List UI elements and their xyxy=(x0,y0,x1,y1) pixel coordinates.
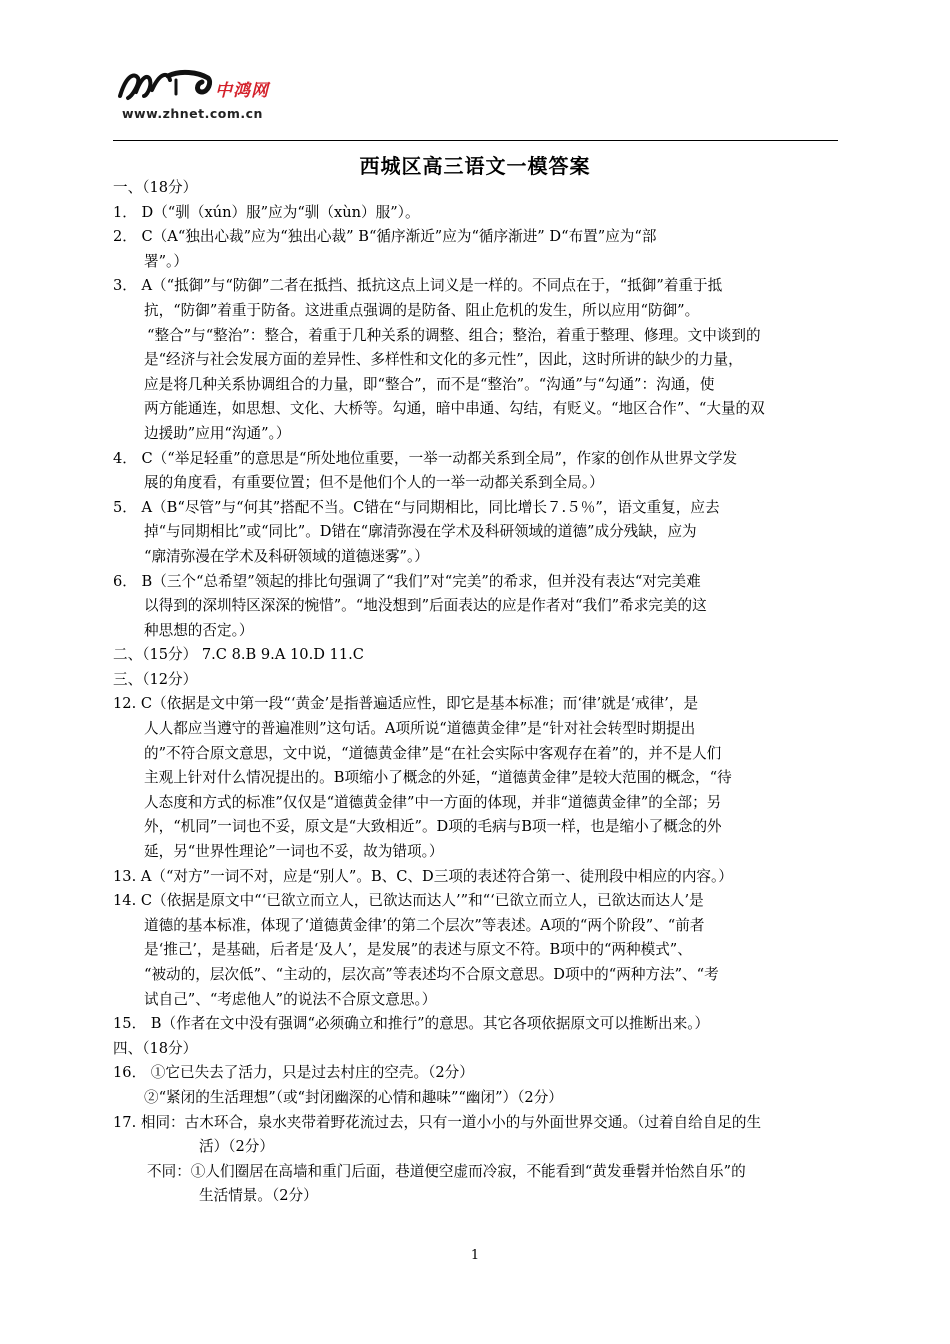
page-number: 1 xyxy=(470,1248,480,1263)
answer-line: 4． C（“举足轻重”的意思是“所处地位重要，一举一动都关系到全局”，作家的创作从世界文学发 xyxy=(113,449,738,467)
answer-line: 13. A（“对方”一词不对，应是“别人”。B、C、D三项的表述符合第一、徒刑段中相应的内容。） xyxy=(113,867,733,885)
answer-line: 12. C（依据是文中第一段“‘黄金’是指普遍适应性，即它是基本标准；而‘律’就是‘戒律’，是 xyxy=(113,695,699,713)
page-title: 西城区高三语文一模答案 xyxy=(359,154,591,178)
answer-line: “廓清弥漫在学术及科研领域的道德迷雾”。） xyxy=(144,547,429,565)
answer-line: 应是将几种关系协调组合的力量，即“整合”，而不是“整治”。“沟通”与“勾通”：沟通，使 xyxy=(144,375,715,393)
answer-line: 道德的基本标准，体现了‘道德黄金律’的第二个层次”等表述。A项的“两个阶段”、“前者 xyxy=(144,916,705,934)
answer-line: 是“经济与社会发展方面的差异性、多样性和文化的多元性”，因此，这时所讲的缺少的力量， xyxy=(144,351,743,369)
section-heading: 三、（12分） xyxy=(113,670,198,688)
answer-content xyxy=(113,176,841,1209)
answer-line: 15． B（作者在文中没有强调“必须确立和推行”的意思。其它各项依据原文可以推断出来。） xyxy=(113,1015,710,1033)
answer-line: 署”。） xyxy=(144,252,188,270)
answer-line: 延，另“世界性理论”一词也不妥，故为错项。） xyxy=(144,843,444,861)
logo-brand-text: 中鸿网 xyxy=(215,81,269,101)
section-heading: 一、（18分） xyxy=(113,179,198,196)
answer-line: 2． C（A“独出心裁”应为“独出心裁” B“循序渐近”应为“循序渐进” D“布置”应为“部 xyxy=(113,228,657,246)
answer-line: “被动的，层次低”、“主动的，层次高”等表述均不合原文意思。D项中的“两种方法”、“考 xyxy=(144,966,719,983)
site-logo xyxy=(116,66,296,128)
logo-url: www.zhnet.com.cn xyxy=(122,106,263,121)
answer-line: 以得到的深圳特区深深的惋惜”。“地没想到”后面表达的应是作者对“我们”希求完美的这 xyxy=(144,597,707,615)
answer-line: ②“紧闭的生活理想”（或“封闭幽深的心情和趣味”“幽闭”）（2分） xyxy=(144,1088,563,1106)
answer-line: 1． D（“驯（xún）服”应为“驯（xùn）服”）。 xyxy=(113,203,420,221)
answer-line: 人人都应当遵守的普遍准则”这句话。A项所说“道德黄金律”是“针对社会转型时期提出 xyxy=(144,720,696,738)
answer-line: 主观上针对什么情况提出的。B项缩小了概念的外延，“道德黄金律”是较大范围的概念，“待 xyxy=(144,769,732,787)
brush-logo-icon xyxy=(116,66,216,106)
answer-line: 不同：①人们圈居在高墙和重门后面，巷道便空虚而冷寂，不能看到“黄发垂髫并怡然自乐”的 xyxy=(147,1162,746,1180)
answer-line: 的”不符合原文意思，文中说，“道德黄金律”是“在社会实际中客观存在着”的，并不是人们 xyxy=(144,744,722,762)
answer-line: 边援助”应用“沟通”。） xyxy=(144,424,291,442)
answer-line: 外，“机同”一词也不妥，原文是“大致相近”。D项的毛病与B项一样，也是缩小了概念的外 xyxy=(144,818,722,836)
answer-line: 5． A（B“尽管”与“何其”搭配不当。C错在“与同期相比，同比增长７.５％”，语文重复，应去 xyxy=(113,498,720,516)
answer-line: 两方能通连，如思想、文化、大桥等。勾通，暗中串通、勾结，有贬义。“地区合作”、“大量的双 xyxy=(144,400,765,418)
answer-line: 14. C（依据是原文中“‘已欲立而立人，已欲达而达人’”和“‘已欲立而立人，已欲达而达人’是 xyxy=(113,892,704,910)
answer-line: “整合”与“整治”：整合，着重于几种关系的调整、组合；整治，着重于整理、修理。文中谈到的 xyxy=(147,326,761,344)
section-heading: 四、（18分） xyxy=(113,1039,198,1057)
answer-line: 人态度和方式的标准”仅仅是“道德黄金律”中一方面的体现，并非“道德黄金律”的全部；另 xyxy=(144,793,722,811)
header-divider xyxy=(113,140,838,141)
answer-line: 抗，“防御”着重于防备。这进重点强调的是防备、阻止危机的发生，所以应用“防御”。 xyxy=(144,301,700,319)
answer-line: 展的角度看，有重要位置；但不是他们个人的一举一动都关系到全局。） xyxy=(144,474,604,492)
answer-line: 活）（2分） xyxy=(199,1138,274,1156)
answer-line: 3． A（“抵御”与“防御”二者在抵挡、抵抗这点上词义是一样的。不同点在于，“抵御”着重于抵 xyxy=(113,277,723,295)
answer-line: 17. 相同：古木环合，泉水夹带着野花流过去，只有一道小小的与外面世界交通。（过着自给自足的生 xyxy=(113,1113,762,1131)
answer-line: 6． B（三个“总希望”领起的排比句强调了“我们”对“完美”的希求，但并没有表达“对完美难 xyxy=(113,572,701,590)
section-heading: 二、（15分） 7.C 8.B 9.A 10.D 11.C xyxy=(113,646,364,664)
answer-line: 种思想的否定。） xyxy=(144,621,254,639)
answer-line: 16． ①它已失去了活力，只是过去村庄的空壳。（2分） xyxy=(113,1064,474,1082)
answer-line: 生活情景。（2分） xyxy=(199,1187,318,1205)
answer-line: 试自己”、“考虑他人”的说法不合原文意思。） xyxy=(144,990,437,1008)
answer-line: 是‘推己’，是基础，后者是‘及人’，是发展”的表述与原文不符。B项中的“两种模式”、 xyxy=(144,941,692,959)
answer-line: 掉“与同期相比”或“同比”。D错在“廓清弥漫在学术及科研领域的道德”成分残缺，应为 xyxy=(144,523,697,541)
